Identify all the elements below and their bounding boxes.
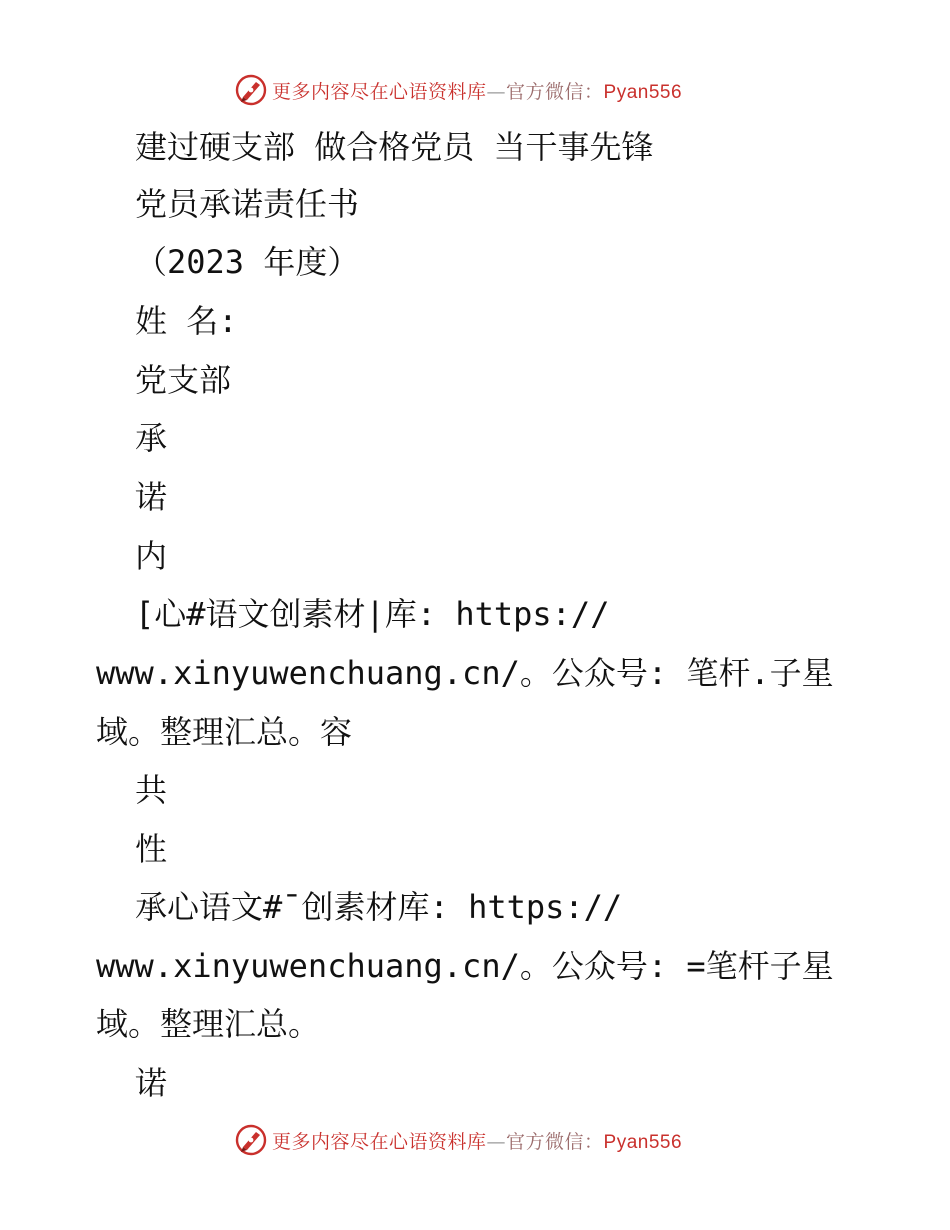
doc-text-line: www.xinyuwenchuang.cn/。公众号: =笔杆子星 [96,947,834,985]
doc-text-line: 内 [135,537,168,575]
doc-text-line: 承心语文#¯创素材库: https:// [135,888,623,926]
doc-subtitle-line: 党员承诺责任书 [135,185,360,223]
doc-text-line: 域。整理汇总。容 [96,713,353,751]
pen-logo-icon [234,73,268,107]
header-watermark-text: 更多内容尽在心语资料库—官方微信：Pyan556 [272,80,683,103]
doc-text-line: 共 [135,771,168,809]
pen-logo-icon [234,1123,268,1157]
doc-name-field-line: 姓 名: [135,302,238,340]
doc-text-line: 诺 [135,478,168,516]
footer-watermark-banner [234,1122,682,1158]
doc-year-line: （2023 年度） [135,243,360,281]
doc-text-line: 承 [135,419,168,457]
header-watermark-banner [234,72,682,108]
doc-text-line: 性 [135,830,168,868]
doc-branch-line: 党支部 [135,361,232,399]
doc-text-line: 诺 [135,1064,168,1102]
doc-title-line: 建过硬支部 做合格党员 当干事先锋 [135,128,654,166]
doc-text-line: 域。整理汇总。 [96,1005,321,1043]
doc-text-line: www.xinyuwenchuang.cn/。公众号: 笔杆.子星 [96,654,834,692]
doc-text-line: [心#语文创素材|库: https:// [135,595,610,633]
footer-watermark-text: 更多内容尽在心语资料库—官方微信：Pyan556 [272,1130,683,1153]
